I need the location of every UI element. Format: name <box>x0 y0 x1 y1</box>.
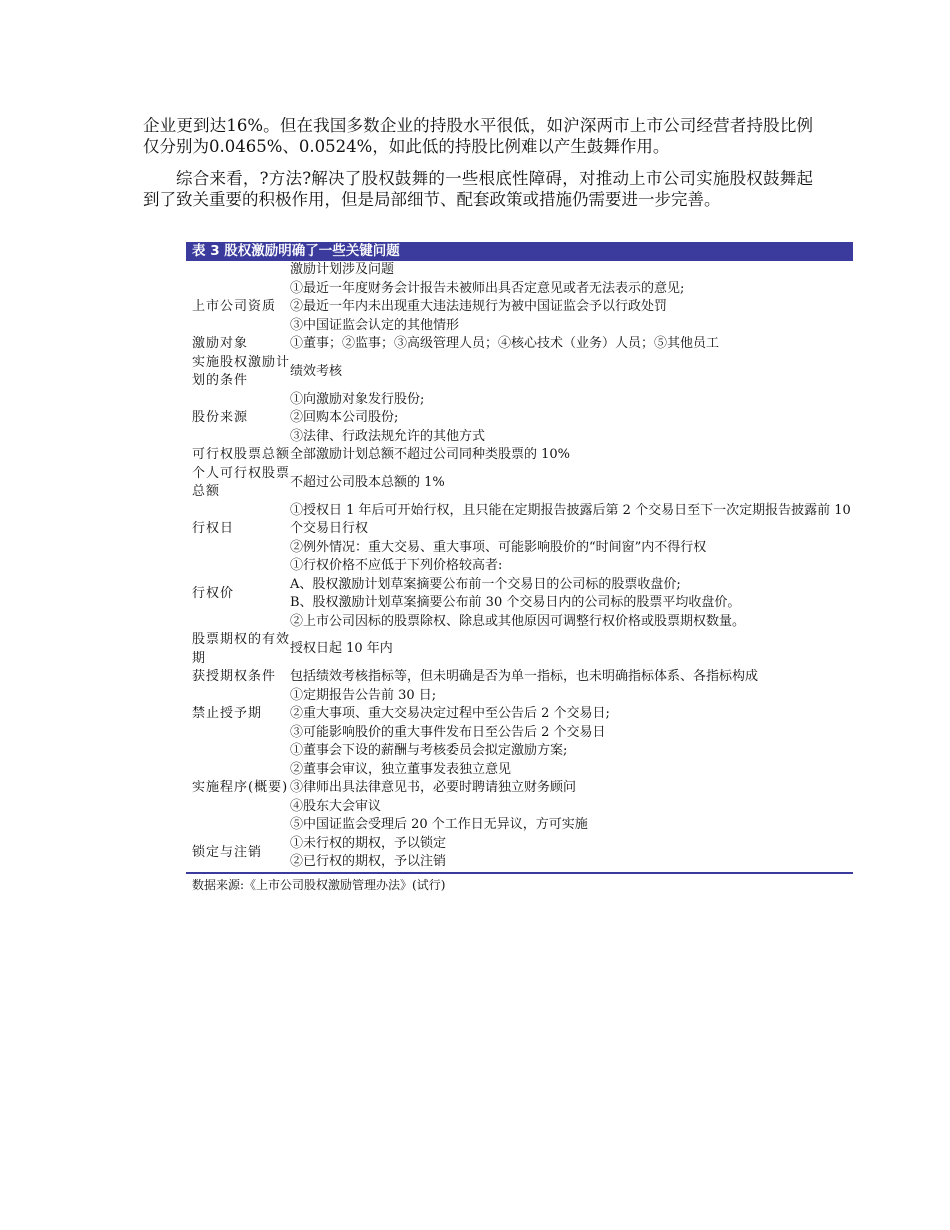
table-row <box>186 280 853 336</box>
table-row <box>186 354 853 391</box>
row-content <box>290 835 853 872</box>
content-line: 全部激励计划总额不超过公司同种类股票的 10% <box>290 447 571 462</box>
row-label: 可行权股票总额 <box>192 447 291 462</box>
content-line: 不超过公司股本总额的 1% <box>290 474 445 490</box>
table-row <box>186 631 853 668</box>
content-line: ②上市公司因标的股票除权、除息或其他原因可调整行权价格或股票期权数量。 <box>290 613 746 629</box>
content-line: 绩效考核 <box>290 363 343 379</box>
content-line: ①未行权的期权，予以锁定 <box>290 835 447 851</box>
row-content <box>290 363 853 382</box>
table-body <box>186 261 853 874</box>
row-content <box>290 742 853 835</box>
content-line: ①定期报告公告前 30 日; <box>290 687 437 703</box>
content-line: B、股权激励计划草案摘要公布前 30 个交易日内的公司标的股票平均收盘价。 <box>290 595 741 610</box>
row-content <box>290 668 853 687</box>
content-line: ①董事会下设的薪酬与考核委员会拟定激励方案; <box>290 743 568 758</box>
row-content <box>290 446 853 465</box>
row-label: 股票期权的有效期 <box>192 632 291 666</box>
table-row <box>186 742 853 835</box>
table-row <box>186 835 853 872</box>
table-source-note: 数据来源:《上市公司股权激励管理办法》(试行) <box>192 877 446 892</box>
row-label: 禁止授予期 <box>192 706 263 721</box>
content-line: ③中国证监会认定的其他情形 <box>290 317 460 333</box>
row-content <box>290 391 853 447</box>
row-label: 行权价 <box>192 585 235 601</box>
table-row <box>186 465 853 502</box>
table-row <box>186 261 853 280</box>
row-label: 上市公司资质 <box>192 299 277 314</box>
table-row <box>186 502 853 558</box>
table-row <box>186 668 853 687</box>
content-line: ③律师出具法律意见书，必要时聘请独立财务顾问 <box>290 780 577 795</box>
body-paragraph-1: 企业更到达16%。但在我国多数企业的持股水平很低，如沪深两市上市公司经营者持股比例仅分别为0.0465%、0.0524%，如此低的持股比例难以产生鼓舞作用。 <box>143 116 813 156</box>
content-line: ②已行权的期权，予以注销 <box>290 854 447 869</box>
content-line: 激励计划涉及问题 <box>290 262 395 277</box>
table-row <box>186 446 853 465</box>
row-content <box>290 335 853 354</box>
content-line: A、股权激励计划草案摘要公布前一个交易日的公司标的股票收盘价; <box>290 576 681 592</box>
content-line: ③可能影响股价的重大事件发布日至公告后 2 个交易日 <box>290 724 606 740</box>
row-content <box>290 474 853 493</box>
content-line: ①董事；②监事；③高级管理人员；④核心技术（业务）人员；⑤其他员工 <box>290 336 720 351</box>
content-line: ①向激励对象发行股份; <box>290 391 425 407</box>
body-paragraph-2: 综合来看，?方法?解决了股权鼓舞的一些根底性障碍，对推动上市公司实施股权鼓舞起到了致关重要的积极作用，但是局部细节、配套政策或措施仍需要进一步完善。 <box>143 169 813 209</box>
table-row <box>186 557 853 631</box>
row-content <box>290 280 853 336</box>
row-label: 实施股权激励计划的条件 <box>192 354 291 388</box>
row-label: 获授期权条件 <box>192 669 277 684</box>
content-line: ②重大事项、重大交易决定过程中至公告后 2 个交易日; <box>290 706 610 721</box>
content-line: ②董事会审议，独立董事发表独立意见 <box>290 761 512 777</box>
table-caption: 表 3 股权激励明确了一些关键问题 <box>186 242 853 261</box>
row-label: 激励对象 <box>192 336 249 351</box>
content-line: 包括绩效考核指标等，但未明确是否为单一指标，也未明确指标体系、各指标构成 <box>290 669 759 684</box>
content-line: ①行权价格不应低于下列价格较高者: <box>290 558 503 573</box>
content-line: ②回购本公司股份; <box>290 410 399 425</box>
row-content <box>290 502 853 558</box>
row-label: 行权日 <box>192 521 235 536</box>
row-label: 实施程序(概要) <box>192 780 289 795</box>
row-content <box>290 261 853 280</box>
content-line: ③法律、行政法规允许的其他方式 <box>290 428 486 444</box>
content-line: ②最近一年内未出现重大违法违规行为被中国证监会予以行政处罚 <box>290 299 668 314</box>
table-row <box>186 687 853 743</box>
row-content <box>290 557 853 631</box>
incentive-table <box>186 242 853 894</box>
content-line: ⑤中国证监会受理后 20 个工作日无异议，方可实施 <box>290 817 588 832</box>
row-content <box>290 687 853 743</box>
table-row <box>186 335 853 354</box>
row-label: 股份来源 <box>192 410 249 425</box>
row-content <box>290 640 853 659</box>
content-line: ①最近一年度财务会计报告未被师出具否定意见或者无法表示的意见; <box>290 280 685 296</box>
content-line: ①授权日 1 年后可开始行权，且只能在定期报告披露后第 2 个交易日至下一次定期报告披露前 10 个交易日行权 <box>290 502 851 536</box>
content-line: ②例外情况：重大交易、重大事项、可能影响股价的“时间窗”内不得行权 <box>290 539 707 555</box>
table-row <box>186 391 853 447</box>
content-line: 授权日起 10 年内 <box>290 641 393 657</box>
row-label: 个人可行权股票总额 <box>192 465 291 499</box>
row-label: 锁定与注销 <box>192 844 263 860</box>
content-line: ④股东大会审议 <box>290 798 382 814</box>
